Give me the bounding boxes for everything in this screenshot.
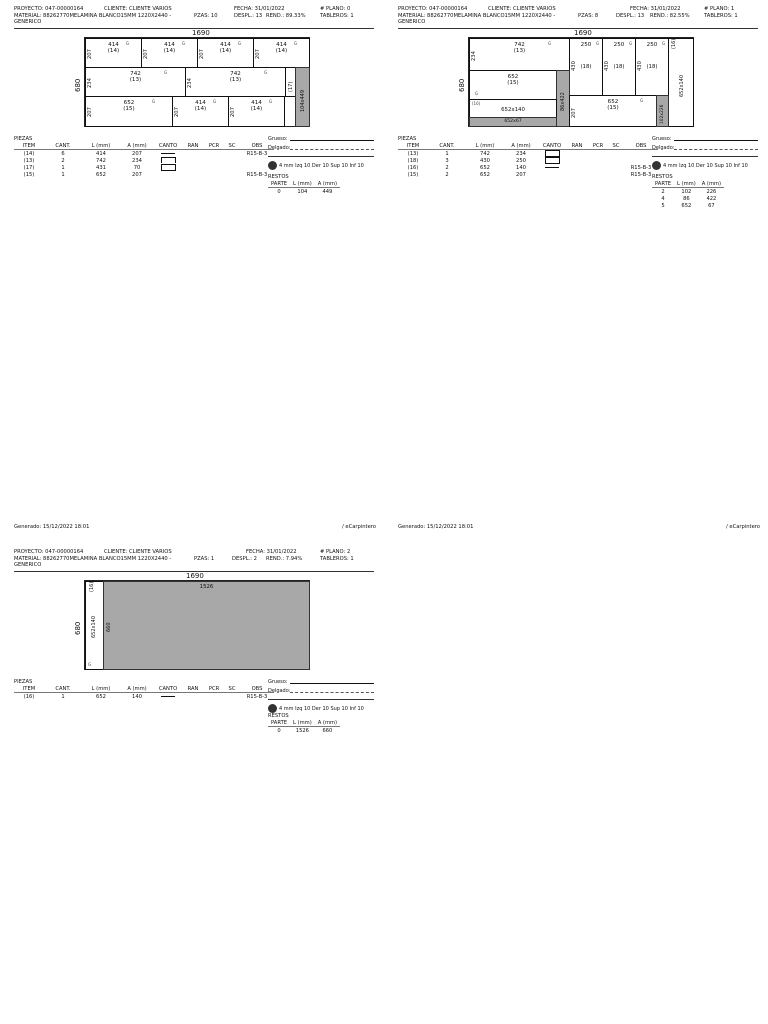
cell-a: 207 [132, 150, 142, 157]
rotated-piece[interactable] [85, 581, 104, 670]
fecha-label: FECHA: 31/01/2022 [246, 549, 297, 555]
material-label-2: GENERICO [14, 19, 42, 25]
cell-l: 1526 [295, 727, 309, 734]
edge-icon [161, 153, 175, 154]
cell-parte: 0 [277, 188, 281, 195]
cell-l: 742 [96, 157, 106, 164]
piece-width: 250 [646, 42, 658, 48]
material-label: MATERIAL: 88262770MELAMINA BLANCO15MM 1220X2440 - [14, 13, 172, 19]
pzas-label: PZAS: 1 [194, 556, 215, 562]
cell-l: 104 [297, 188, 308, 195]
piece[interactable] [85, 67, 186, 97]
scrap-label: 660 [106, 622, 112, 632]
piezas-title: PIEZAS [14, 136, 33, 142]
col-cant: CANT. [44, 142, 82, 150]
col-l: L (mm) [674, 180, 699, 188]
piece-label: (17) [288, 81, 294, 92]
cell-a: 140 [132, 693, 142, 700]
piece-label: (16) [472, 101, 481, 106]
saw-blade-icon [268, 161, 277, 170]
grueso-label: Grueso: [268, 679, 288, 685]
cut-settings: 4 mm Izq 10 Der 10 Sup 10 Inf 10 [279, 706, 364, 712]
cell-item: (14) [23, 150, 35, 157]
edge-icon [545, 157, 560, 164]
fecha-label: FECHA: 31/01/2022 [234, 6, 285, 12]
restos-title: RESTOS [652, 174, 673, 180]
col-canto: CANTO [154, 685, 182, 693]
scrap-piece [103, 581, 310, 670]
grain-mark: G [238, 41, 242, 46]
table-row [14, 693, 274, 701]
cell-parte: 4 [661, 195, 665, 202]
cell-obs: R15-B-3 [630, 171, 652, 178]
piece-item: (13) [229, 77, 242, 83]
board [84, 37, 310, 127]
col-sc: SC [224, 142, 240, 150]
piece[interactable] [85, 96, 173, 127]
col-a: A (mm) [120, 142, 154, 150]
table-row [398, 164, 658, 171]
cell-cant: 2 [445, 171, 449, 178]
cell-item: (16) [23, 693, 35, 700]
grain-mark: G [264, 70, 268, 75]
piece-item: (14) [275, 48, 288, 54]
col-parte: PARTE [268, 180, 290, 188]
cell-a: 226 [706, 188, 717, 195]
rotated-piece[interactable] [284, 96, 296, 127]
board [84, 580, 310, 670]
grain-mark: G [294, 41, 298, 46]
piezas-table [398, 136, 658, 178]
col-a: A (mm) [315, 180, 340, 188]
grain-mark: G [164, 70, 168, 75]
piece-height: 207 [143, 49, 149, 59]
cell-l: 652 [480, 164, 490, 171]
cell-l: 430 [480, 157, 490, 164]
tableros-label: TABLEROS: 1 [704, 13, 738, 19]
scrap-piece [295, 67, 310, 127]
piece-item: (14) [250, 106, 263, 112]
cell-a: 234 [132, 157, 142, 164]
col-pcr: PCR [588, 142, 608, 150]
tableros-label: TABLEROS: 1 [320, 13, 354, 19]
cliente-label: CLIENTE: CLIENTE VARIOS [104, 549, 172, 555]
col-parte: PARTE [268, 719, 290, 727]
grain-mark: G [640, 98, 644, 103]
scrap-label: 104x449 [300, 89, 306, 112]
piece-width: 414 [164, 42, 175, 48]
cell-l: 742 [480, 150, 490, 157]
piece-item: (18) [580, 64, 592, 70]
piece-height: 207 [87, 107, 93, 117]
piece[interactable] [141, 38, 198, 68]
piece-label: (16) [89, 581, 95, 592]
cell-l: 86 [683, 195, 690, 202]
proyecto-label: PROYECTO: 047-00000164 [14, 549, 84, 555]
piece-width: 414 [251, 100, 262, 106]
cell-cant: 1 [61, 693, 65, 700]
piece-height: 207 [230, 107, 236, 117]
delgado-label: Delgado: [652, 145, 675, 151]
piece[interactable] [569, 95, 657, 127]
board-width-label: 680 [74, 78, 82, 92]
cell-cant: 1 [61, 164, 65, 171]
sheet-header [14, 549, 376, 571]
pzas-label: PZAS: 10 [194, 13, 218, 19]
grain-mark: G [152, 99, 156, 104]
edge-icon [161, 164, 176, 171]
col-a: A (mm) [315, 719, 340, 727]
col-obs: OBS [624, 142, 658, 150]
piece-width: 742 [130, 71, 141, 77]
despl-label: DESPL.: 13 [616, 13, 645, 19]
footer-app: / eCarpintero [342, 524, 376, 530]
piece-height: 234 [87, 78, 93, 88]
rotated-piece[interactable] [668, 38, 694, 127]
scrap-label: 1526 [199, 584, 214, 590]
table-row [14, 171, 274, 178]
proyecto-label: PROYECTO: 047-00000164 [398, 6, 468, 12]
grain-mark: G [475, 91, 479, 96]
piece[interactable] [228, 96, 285, 127]
piece-width: 652 [607, 99, 619, 105]
board-length-label: 1690 [574, 29, 592, 37]
cell-a: 67 [708, 202, 715, 209]
piece-item: (15) [607, 105, 619, 111]
grain-mark: G [596, 41, 600, 46]
plano-label: # PLANO: 2 [320, 549, 351, 555]
board [468, 37, 694, 127]
rend-label: REND.: 89.33% [266, 13, 306, 19]
scrap-label: 86x422 [560, 92, 566, 111]
col-ran: RAN [566, 142, 588, 150]
cell-item: (16) [407, 164, 419, 171]
restos-table [268, 713, 340, 734]
piece-width: 414 [220, 42, 231, 48]
grain-mark: G [126, 41, 130, 46]
material-label: MATERIAL: 88262770MELAMINA BLANCO15MM 1220X2440 - [398, 13, 556, 19]
grain-mark: G [629, 41, 633, 46]
piece-height: 207 [174, 107, 180, 117]
rend-label: REND.: 82.55% [650, 13, 690, 19]
cell-item: (15) [23, 171, 35, 178]
piece[interactable] [185, 67, 286, 97]
cut-settings: 4 mm Izq 10 Der 10 Sup 10 Inf 10 [279, 163, 364, 169]
cell-l: 431 [96, 164, 106, 171]
cell-a: 207 [132, 171, 142, 178]
col-pcr: PCR [204, 142, 224, 150]
table-row [14, 150, 274, 158]
piece-height: 430 [604, 61, 610, 71]
cut-plan-sheet-0 [14, 6, 376, 195]
scrap-piece [556, 70, 570, 127]
cell-cant: 6 [61, 150, 65, 157]
piece-height: 430 [637, 61, 643, 71]
material-label-2: GENERICO [398, 19, 426, 25]
col-canto: CANTO [154, 142, 182, 150]
cell-l: 652 [681, 202, 692, 209]
col-cant: CANT. [428, 142, 466, 150]
table-row [652, 188, 724, 196]
cell-item: (18) [407, 157, 419, 164]
cell-a: 422 [706, 195, 717, 202]
piezas-title: PIEZAS [14, 679, 33, 685]
col-item: ITEM [14, 685, 44, 693]
piece-item: (15) [507, 80, 519, 86]
plano-label: # PLANO: 1 [704, 6, 735, 12]
col-sc: SC [608, 142, 624, 150]
board-length-label: 1690 [186, 572, 204, 580]
fecha-label: FECHA: 31/01/2022 [630, 6, 681, 12]
table-row [398, 157, 658, 164]
despl-label: DESPL.: 13 [234, 13, 263, 19]
cell-l: 652 [96, 171, 106, 178]
piece-width: 652 [123, 100, 135, 106]
col-l: L (mm) [82, 685, 120, 693]
edge-legend [268, 679, 374, 713]
piece[interactable] [569, 38, 603, 96]
piece[interactable] [85, 38, 142, 68]
cell-a: 140 [516, 164, 526, 171]
footer-app: / eCarpintero [726, 524, 760, 530]
scrap-piece [469, 117, 557, 127]
cell-obs: R15-B-3 [246, 171, 268, 178]
restos-title: RESTOS [268, 713, 289, 719]
cell-a: 449 [322, 188, 333, 195]
piece-item: (18) [613, 64, 625, 70]
cell-item: (17) [23, 164, 35, 171]
piece-label: (16) [671, 38, 677, 49]
material-label: MATERIAL: 88262770MELAMINA BLANCO15MM 1220X2440 - [14, 556, 172, 562]
piece-label: 652x140 [501, 107, 525, 113]
cell-cant: 2 [445, 164, 449, 171]
piece-width: 250 [613, 42, 625, 48]
restos-table [652, 174, 724, 209]
piece[interactable] [253, 38, 310, 68]
piece-width: 652 [507, 74, 519, 80]
col-parte: PARTE [652, 180, 674, 188]
despl-label: DESPL.: 2 [232, 556, 257, 562]
piece-width: 414 [195, 100, 206, 106]
cell-obs: R15-B-3 [246, 693, 268, 700]
piece-width: 742 [514, 42, 525, 48]
scrap-label: 102x226 [660, 104, 665, 124]
delgado-label: Delgado: [268, 145, 291, 151]
col-item: ITEM [398, 142, 428, 150]
piece-item: (15) [123, 106, 135, 112]
piece[interactable] [197, 38, 254, 68]
cliente-label: CLIENTE: CLIENTE VARIOS [488, 6, 556, 12]
cell-l: 652 [480, 171, 490, 178]
cell-item: (15) [407, 171, 419, 178]
cell-cant: 2 [61, 157, 65, 164]
footer-generado: Generado: 15/12/2022 18:01 [14, 524, 90, 530]
piezas-table [14, 136, 274, 178]
col-l: L (mm) [290, 180, 315, 188]
grain-mark: G [548, 41, 552, 46]
cell-item: (13) [23, 157, 35, 164]
piece-width: 414 [276, 42, 287, 48]
grueso-label: Grueso: [268, 136, 288, 142]
edge-legend [268, 136, 374, 170]
piece-height: 430 [571, 61, 577, 71]
piece-item: (14) [219, 48, 232, 54]
piece-label: 652x140 [679, 74, 685, 97]
piece-height: 207 [199, 49, 205, 59]
piece-height: 234 [187, 78, 193, 88]
col-l: L (mm) [82, 142, 120, 150]
piece-item: (13) [513, 48, 526, 54]
cut-plan-sheet-1 [398, 6, 760, 209]
cell-a: 250 [516, 157, 526, 164]
cell-cant: 1 [61, 171, 65, 178]
material-label-2: GENERICO [14, 562, 42, 568]
cell-item: (13) [407, 150, 419, 157]
piece-width: 742 [230, 71, 241, 77]
piece[interactable] [602, 38, 636, 96]
piece-height: 207 [571, 108, 577, 118]
piece-label: 652x140 [91, 615, 97, 638]
restos-table [268, 174, 340, 195]
tableros-label: TABLEROS: 1 [320, 556, 354, 562]
cell-l: 414 [96, 150, 106, 157]
table-row [398, 150, 658, 158]
cell-obs: R15-B-3 [630, 164, 652, 171]
cell-parte: 0 [277, 727, 281, 734]
scrap-piece [656, 95, 669, 127]
cell-a: 234 [516, 150, 526, 157]
board-length-label: 1690 [192, 29, 210, 37]
piece-width: 250 [580, 42, 592, 48]
table-row [398, 171, 658, 178]
sheet-header [398, 6, 760, 28]
col-obs: OBS [240, 685, 274, 693]
col-l: L (mm) [290, 719, 315, 727]
col-pcr: PCR [204, 685, 224, 693]
piece-width: 414 [108, 42, 119, 48]
sheet-header [14, 6, 376, 28]
cell-l: 652 [96, 693, 106, 700]
col-cant: CANT. [44, 685, 82, 693]
col-a: A (mm) [120, 685, 154, 693]
footer-generado: Generado: 15/12/2022 18:01 [398, 524, 474, 530]
grain-mark: G [213, 99, 217, 104]
table-row [268, 188, 340, 196]
restos-title: RESTOS [268, 174, 289, 180]
piezas-table [14, 679, 274, 700]
piece-item: (18) [646, 64, 658, 70]
grueso-label: Grueso: [652, 136, 672, 142]
table-row [652, 195, 724, 202]
saw-blade-icon [652, 161, 661, 170]
cell-a: 207 [516, 171, 526, 178]
grain-mark: G [182, 41, 186, 46]
col-canto: CANTO [538, 142, 566, 150]
cell-parte: 5 [661, 202, 665, 209]
col-a: A (mm) [504, 142, 538, 150]
cell-a: 660 [322, 727, 333, 734]
saw-blade-icon [268, 704, 277, 713]
grain-mark: G [269, 99, 273, 104]
scrap-label: 652x67 [504, 119, 522, 124]
cut-settings: 4 mm Izq 10 Der 10 Sup 10 Inf 10 [663, 163, 748, 169]
edge-icon [545, 150, 560, 157]
cell-l: 102 [681, 188, 692, 195]
table-row [14, 164, 274, 171]
delgado-label: Delgado: [268, 688, 291, 694]
pzas-label: PZAS: 8 [578, 13, 599, 19]
table-row [268, 727, 340, 735]
edge-icon [161, 157, 176, 163]
rotated-piece[interactable] [469, 99, 557, 118]
proyecto-label: PROYECTO: 047-00000164 [14, 6, 84, 12]
board-width-label: 680 [74, 621, 82, 635]
col-obs: OBS [240, 142, 274, 150]
edge-legend [652, 136, 758, 170]
piece-height: 207 [87, 49, 93, 59]
cell-obs: R15-B-3 [246, 150, 268, 157]
piece-item: (14) [194, 106, 207, 112]
cell-a: 70 [133, 164, 141, 171]
grain-mark: G [662, 41, 666, 46]
edge-icon [161, 696, 175, 697]
col-sc: SC [224, 685, 240, 693]
table-row [14, 157, 274, 164]
piece-item: (13) [129, 77, 142, 83]
piece-item: (14) [107, 48, 120, 54]
board-width-label: 680 [458, 78, 466, 92]
col-ran: RAN [182, 685, 204, 693]
cliente-label: CLIENTE: CLIENTE VARIOS [104, 6, 172, 12]
piece-height: 234 [471, 51, 477, 61]
piezas-title: PIEZAS [398, 136, 417, 142]
piece-item: (14) [163, 48, 176, 54]
piece[interactable] [172, 96, 229, 127]
piece[interactable] [469, 38, 570, 71]
cell-cant: 1 [445, 150, 449, 157]
rend-label: REND.: 7.94% [266, 556, 303, 562]
cell-cant: 3 [445, 157, 449, 164]
piece[interactable] [635, 38, 669, 96]
cell-parte: 2 [661, 188, 665, 195]
col-item: ITEM [14, 142, 44, 150]
piece-height: 207 [255, 49, 261, 59]
plano-label: # PLANO: 0 [320, 6, 351, 12]
edge-icon [545, 167, 559, 168]
col-l: L (mm) [466, 142, 504, 150]
col-a: A (mm) [699, 180, 724, 188]
cut-plan-sheet-2 [14, 549, 376, 734]
piece[interactable] [469, 70, 557, 100]
table-row [652, 202, 724, 209]
col-ran: RAN [182, 142, 204, 150]
grain-mark: G [88, 662, 92, 667]
